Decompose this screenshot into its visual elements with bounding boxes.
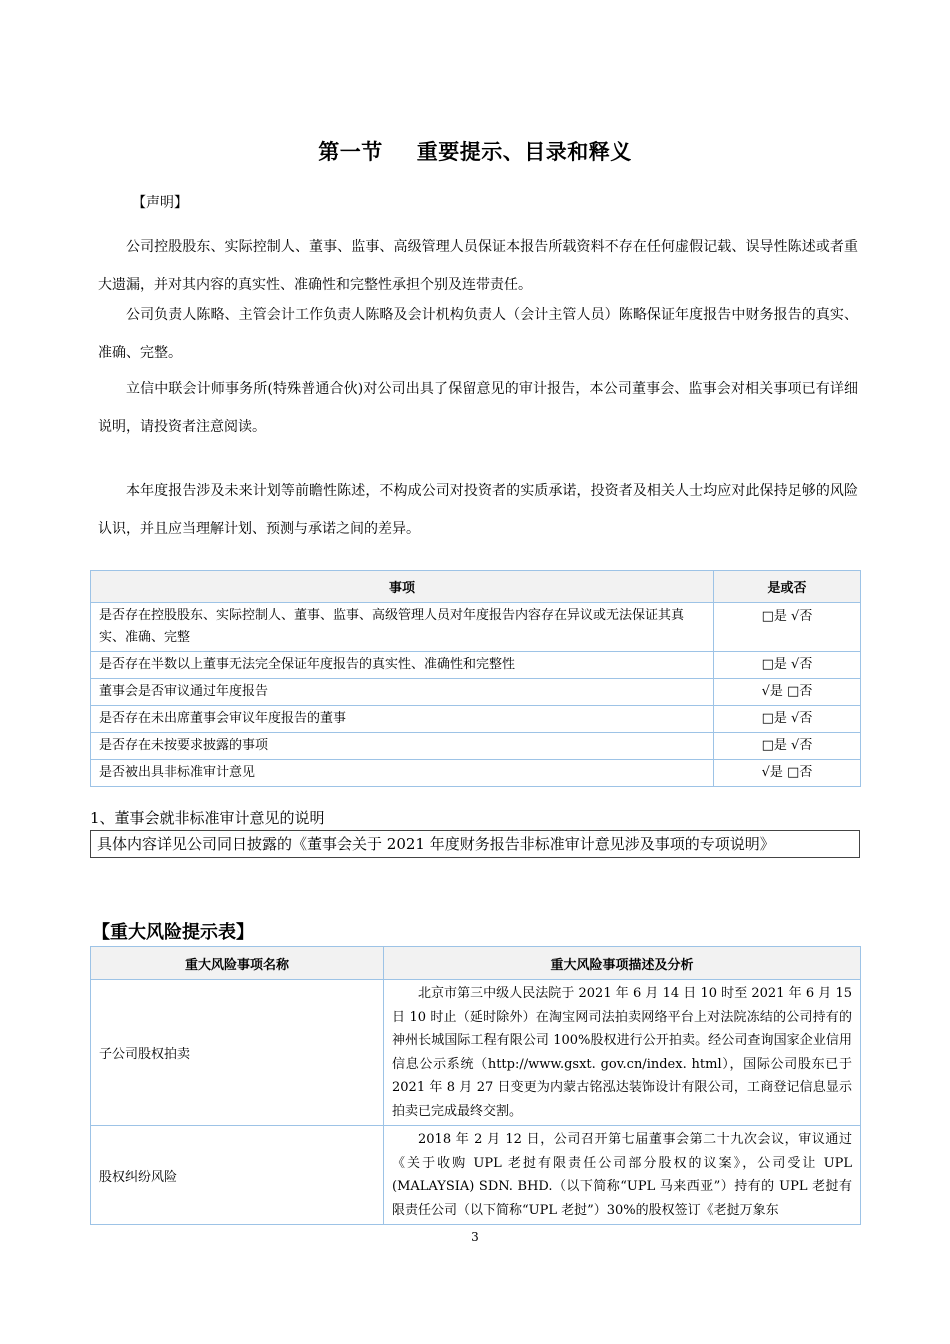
table-row	[91, 1126, 861, 1225]
table-header-row	[91, 947, 861, 980]
risk-table-title: 【重大风险提示表】	[92, 922, 254, 943]
section-title	[0, 136, 950, 166]
matters-table	[90, 570, 861, 787]
risk-description	[384, 1126, 861, 1225]
paragraph-auditor: 立信中联会计师事务所(特殊普通合伙)对公司出具了保留意见的审计报告，本公司董事会、监事会对相关事项已有详细说明，请投资者注意阅读。	[98, 381, 858, 435]
table-row	[91, 760, 861, 787]
matter-answer: □是 √否	[714, 733, 861, 760]
table-row	[91, 706, 861, 733]
table-row	[91, 652, 861, 679]
table-header-row	[91, 571, 861, 603]
risk-table	[90, 946, 861, 1225]
matter-answer: □是 √否	[714, 603, 861, 652]
header-item: 事项	[91, 571, 714, 603]
risk-name: 股权纠纷风险	[91, 1126, 384, 1225]
risk-name: 子公司股权拍卖	[91, 980, 384, 1126]
risk-description	[384, 980, 861, 1126]
board-note-content: 具体内容详见公司同日披露的《董事会关于 2021 年度财务报告非标准审计意见涉及事项的专项说明》	[90, 830, 860, 858]
matter-item: 是否存在未出席董事会审议年度报告的董事	[91, 706, 714, 733]
paragraph-guarantee: 公司控股股东、实际控制人、董事、监事、高级管理人员保证本报告所载资料不存在任何虚假记载、误导性陈述或者重大遗漏，并对其内容的真实性、准确性和完整性承担个别及连带责任。	[98, 239, 858, 293]
matter-item: 是否被出具非标准审计意见	[91, 760, 714, 787]
statement-label: 【声明】	[132, 195, 188, 211]
table-row	[91, 603, 861, 652]
table-row	[91, 679, 861, 706]
table-row	[91, 733, 861, 760]
page-number: 3	[471, 1230, 479, 1244]
section-heading: 重要提示、目录和释义	[416, 140, 632, 164]
matter-answer: √是 □否	[714, 760, 861, 787]
paragraph-responsible-persons: 公司负责人陈略、主管会计工作负责人陈略及会计机构负责人（会计主管人员）陈略保证年度报告中财务报告的真实、准确、完整。	[98, 307, 858, 361]
matter-item: 是否存在未按要求披露的事项	[91, 733, 714, 760]
risk-description-text: 2018 年 2 月 12 日，公司召开第七届董事会第二十九次会议，审议通过《关于收购 UPL 老挝有限责任公司部分股权的议案》，公司受让 UPL (MALAYSIA) SDN. BHD.（以下简称“UPL 马来西亚”）持有的 UPL 老挝有限责任公司（以下简称“UPL 老挝”）30%的股权签订《老挝万象东	[392, 1132, 852, 1218]
matter-item: 是否存在控股股东、实际控制人、董事、监事、高级管理人员对年度报告内容存在异议或无法保证其真实、准确、完整	[91, 603, 714, 652]
risk-description-text: 北京市第三中级人民法院于 2021 年 6 月 14 日 10 时至 2021 年 6 月 15 日 10 时止（延时除外）在淘宝网司法拍卖网络平台上对法院冻结的公司持有的神州长城国际工程有限公司 100%股权进行公开拍卖。经公司查询国家企业信用信息公示系统（http://www.gsxt. gov.cn/index. html），国际公司股东已于 2021 年 8 月 27 日变更为内蒙古铭泓达装饰设计有限公司，工商登记信息显示拍卖已完成最终交割。	[392, 986, 852, 1119]
header-risk-name: 重大风险事项名称	[91, 947, 384, 980]
matter-item: 董事会是否审议通过年度报告	[91, 679, 714, 706]
header-risk-description: 重大风险事项描述及分析	[384, 947, 861, 980]
table-row	[91, 980, 861, 1126]
header-yes-no: 是或否	[714, 571, 861, 603]
matter-answer: □是 √否	[714, 706, 861, 733]
section-number: 第一节	[318, 140, 383, 164]
matter-answer: □是 √否	[714, 652, 861, 679]
matter-answer: √是 □否	[714, 679, 861, 706]
matter-item: 是否存在半数以上董事无法完全保证年度报告的真实性、准确性和完整性	[91, 652, 714, 679]
paragraph-forward-looking: 本年度报告涉及未来计划等前瞻性陈述，不构成公司对投资者的实质承诺，投资者及相关人士均应对此保持足够的风险认识，并且应当理解计划、预测与承诺之间的差异。	[98, 483, 858, 537]
board-note-heading: 1、董事会就非标准审计意见的说明	[90, 809, 325, 827]
